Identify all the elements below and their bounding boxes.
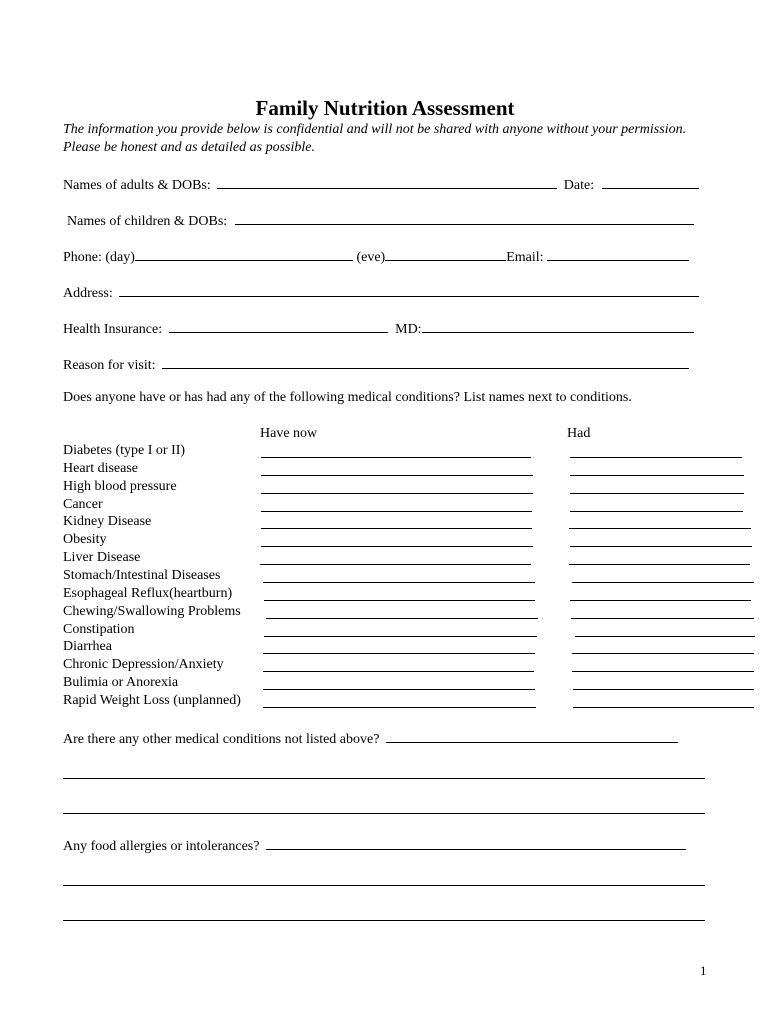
md-label: MD:	[395, 322, 422, 337]
condition-label: Diabetes (type I or II)	[63, 443, 186, 458]
phone-row	[63, 246, 689, 264]
adults-row	[63, 174, 699, 192]
col-have-now: Have now	[260, 426, 318, 441]
had-input[interactable]	[570, 457, 742, 458]
had-input[interactable]	[570, 511, 743, 512]
allergies-label: Any food allergies or intolerances?	[63, 839, 260, 854]
have-now-input[interactable]	[261, 528, 532, 529]
insurance-input[interactable]	[169, 318, 388, 333]
allergies-input[interactable]	[266, 835, 686, 850]
have-now-input[interactable]	[261, 493, 533, 494]
have-now-input[interactable]	[264, 600, 535, 601]
had-input[interactable]	[573, 707, 754, 708]
condition-label: Chewing/Swallowing Problems	[63, 604, 241, 619]
other-conditions-line-2[interactable]	[63, 813, 705, 814]
allergies-line-1[interactable]	[63, 885, 705, 886]
condition-label: Rapid Weight Loss (unplanned)	[63, 693, 241, 708]
phone-day-label: Phone: (day)	[63, 250, 135, 265]
had-input[interactable]	[569, 528, 751, 529]
condition-label: Chronic Depression/Anxiety	[63, 657, 224, 672]
intro-text: The information you provide below is confidential and will not be shared with anyone without your permission. Please be honest and as detailed as possible.	[63, 122, 687, 155]
other-conditions-row	[63, 728, 678, 746]
adults-input[interactable]	[217, 174, 557, 189]
have-now-input[interactable]	[260, 564, 531, 565]
date-input[interactable]	[602, 174, 699, 189]
have-now-input[interactable]	[261, 546, 533, 547]
other-conditions-input[interactable]	[386, 728, 678, 743]
condition-label: Constipation	[63, 622, 135, 637]
email-label: Email:	[506, 250, 544, 265]
have-now-input[interactable]	[263, 671, 534, 672]
condition-label: Obesity	[63, 532, 107, 547]
conditions-question: Does anyone have or has had any of the following medical conditions? List names next to conditions.	[63, 390, 632, 405]
children-input[interactable]	[235, 210, 694, 225]
have-now-input[interactable]	[263, 653, 535, 654]
insurance-row	[63, 318, 694, 336]
condition-label: Bulimia or Anorexia	[63, 675, 179, 690]
address-row	[63, 282, 699, 300]
condition-label: Esophageal Reflux(heartburn)	[63, 586, 233, 601]
reason-input[interactable]	[162, 354, 689, 369]
other-conditions-label: Are there any other medical conditions not listed above?	[63, 732, 380, 747]
allergies-row	[63, 835, 686, 853]
had-input[interactable]	[572, 653, 754, 654]
have-now-input[interactable]	[263, 689, 535, 690]
date-label: Date:	[563, 178, 595, 193]
other-conditions-line-1[interactable]	[63, 778, 705, 779]
email-input[interactable]	[547, 246, 689, 261]
phone-eve-input[interactable]	[385, 246, 506, 261]
form-title: Family Nutrition Assessment	[255, 96, 515, 120]
condition-label: Cancer	[63, 497, 103, 512]
condition-label: Heart disease	[63, 461, 139, 476]
phone-eve-label: (eve)	[356, 250, 386, 265]
children-label: Names of children & DOBs:	[67, 214, 228, 229]
condition-label: Kidney Disease	[63, 514, 152, 529]
had-input[interactable]	[572, 582, 754, 583]
children-row	[67, 210, 694, 228]
allergies-line-2[interactable]	[63, 920, 705, 921]
insurance-label: Health Insurance:	[63, 322, 163, 337]
condition-label: High blood pressure	[63, 479, 177, 494]
have-now-input[interactable]	[263, 582, 535, 583]
reason-row	[63, 354, 689, 372]
had-input[interactable]	[575, 636, 755, 637]
had-input[interactable]	[570, 493, 744, 494]
had-input[interactable]	[569, 564, 750, 565]
have-now-input[interactable]	[264, 636, 537, 637]
had-input[interactable]	[570, 600, 751, 601]
reason-label: Reason for visit:	[63, 358, 156, 373]
have-now-input[interactable]	[261, 511, 532, 512]
condition-label: Liver Disease	[63, 550, 141, 565]
had-input[interactable]	[571, 618, 754, 619]
condition-label: Diarrhea	[63, 639, 112, 654]
had-input[interactable]	[570, 475, 744, 476]
col-had: Had	[567, 426, 591, 441]
page-number: 1	[700, 963, 707, 978]
address-input[interactable]	[119, 282, 699, 297]
have-now-input[interactable]	[261, 475, 533, 476]
have-now-input[interactable]	[263, 707, 536, 708]
had-input[interactable]	[570, 546, 752, 547]
condition-label: Stomach/Intestinal Diseases	[63, 568, 221, 583]
have-now-input[interactable]	[266, 618, 538, 619]
had-input[interactable]	[572, 671, 754, 672]
address-label: Address:	[63, 286, 113, 301]
had-input[interactable]	[573, 689, 754, 690]
have-now-input[interactable]	[261, 457, 531, 458]
md-input[interactable]	[422, 318, 694, 333]
adults-label: Names of adults & DOBs:	[63, 178, 211, 193]
phone-day-input[interactable]	[135, 246, 353, 261]
